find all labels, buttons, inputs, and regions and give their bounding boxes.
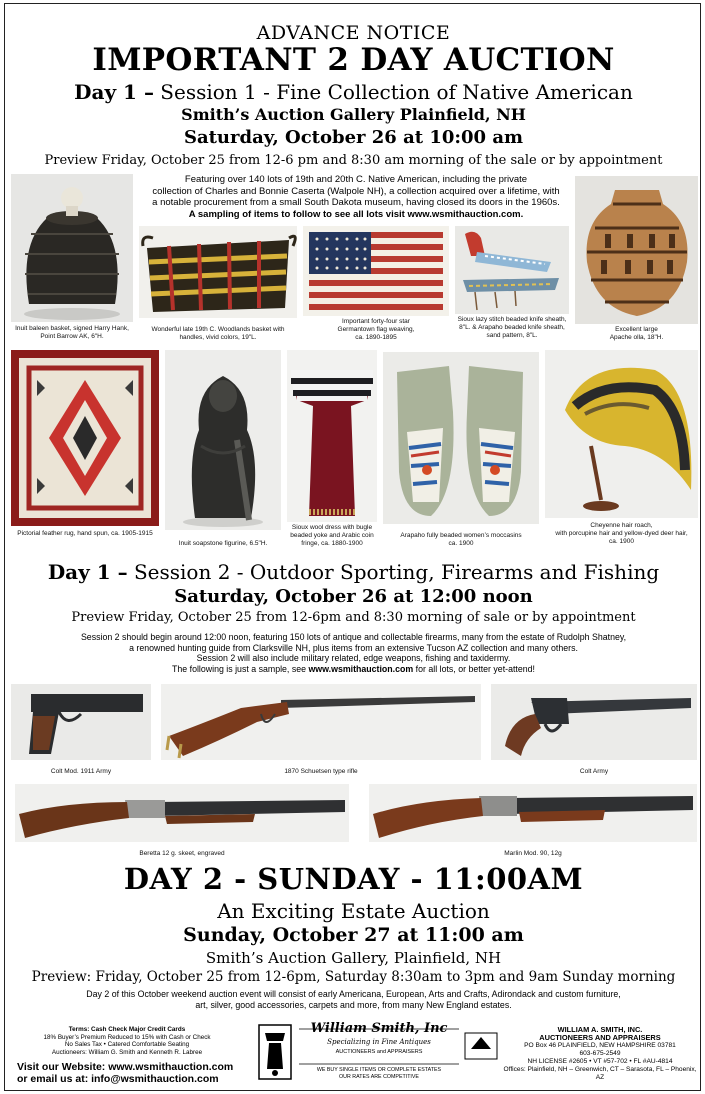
- caption-apache-olla: Excellent large Apache olla, 18"H.: [609, 326, 664, 341]
- day2-heading: DAY 2 - SUNDAY - 11:00AM: [123, 862, 584, 896]
- logo-name: William Smith, Inc: [310, 1021, 448, 1036]
- session1-heading: [5, 80, 702, 104]
- schuetsen-rifle-photo: [161, 684, 481, 760]
- caption-hair-roach: Cheyenne hair roach, with porcupine hair and yellow-dyed deer hair, ca. 1900: [555, 522, 688, 545]
- terms-block: Terms: Cash Check Major Credit Cards 18% Buyer’s Premium Reduced to 15% with Cash or Check No Sales Tax • Catered Comfortable Seating Auctioneers: William G. Smith and Kenneth R. Labree: [43, 1026, 211, 1056]
- contact-links: [17, 1062, 247, 1085]
- soapstone-figurine-photo: [165, 350, 281, 530]
- logo-buy-line: WE BUY SINGLE ITEMS OR COMPLETE ESTATES OUR RATES ARE COMPETITIVE: [316, 1067, 442, 1080]
- caption-moccasins: Arapaho fully beaded women’s moccasins ca. 1900: [400, 532, 522, 547]
- flag-weaving-photo: [303, 226, 449, 316]
- session2-heading: [5, 560, 702, 584]
- colt-1911-photo: [11, 684, 151, 760]
- session1-intro: Featuring over 140 lots of 19th and 20th C. Native American, including the private collection of Charles and Bonnie Caserta (Walpole NH), a collection acquired over a lifetime, with a notable procurement from a small South Dakota museum, having closed its doors in the 1960s. A sampling of items to follow to see all lots visit www.wsmithauction.com.: [152, 174, 560, 220]
- website-link-inline[interactable]: www.wsmithauction.com: [308, 663, 414, 674]
- session1-day: Day 1 –: [74, 80, 154, 104]
- apache-olla-photo: [575, 176, 698, 324]
- woodlands-basket-photo: [139, 226, 297, 318]
- session2-preview: Preview Friday, October 25 from 12-6pm and 8:30 morning of sale or by appointment: [71, 610, 636, 625]
- hair-roach-photo: [545, 350, 698, 518]
- session2-date: Saturday, October 26 at 12:00 noon: [174, 586, 533, 607]
- session1-title: Session 1 - Fine Collection of Native American: [153, 80, 633, 104]
- sioux-dress-photo: [287, 350, 377, 522]
- caption-knife-sheath: Sioux lazy stitch beaded knife sheath, 8"L. & Arapaho beaded knife sheath, sand pattern, 8"L.: [457, 316, 567, 339]
- caption-woodlands-basket: Wonderful late 19th C. Woodlands basket with handles, vivid colors, 19"L.: [151, 326, 285, 341]
- marlin-shotgun-photo: [369, 784, 697, 842]
- day2-preview: Preview: Friday, October 25 from 12-6pm, Saturday 8:30am to 3pm and 9am Sunday morning: [31, 969, 676, 985]
- logo-tagline: Specializing in Fine Antiques: [327, 1038, 431, 1046]
- caption-sioux-dress: Sioux wool dress with bugle beaded yoke and Arabic coin fringe, ca. 1880-1900: [290, 524, 374, 547]
- caption-colt-1911: Colt Mod. 1911 Army: [50, 768, 112, 775]
- firm-contact: WILLIAM A. SMITH, INC. AUCTIONEERS AND APPRAISERS PO Box 46 PLAINFIELD, NEW HAMPSHIRE 03781 603-675-2549 NH LICENSE #2605 • VT #57-702 • FL #AU-4814 Offices: Plainfield, NH – Greenwich, CT – Sarasota, FL – Phoenix, AZ: [503, 1025, 697, 1081]
- session2-intro: Session 2 should begin around 12:00 noon, featuring 150 lots of antique and collectable firearms, many from the estate of Rudolph Shatney, a renowned hunting guide from Clarksville NH, plus items from an extensive Tucson AZ collection and many others. Session 2 will also include military related, edge weapons, fishing and taxidermy. The following is just a sample, see www.wsmithauction.com for all lots, or better yet-attend!: [80, 632, 627, 674]
- moccasins-photo: [383, 352, 539, 524]
- caption-colt-army: Colt Army: [579, 768, 609, 775]
- day2-gallery: Smith’s Auction Gallery, Plainfield, NH: [205, 949, 502, 967]
- company-logo: [253, 1019, 503, 1085]
- email-link[interactable]: or email us at: info@wsmithauction.com: [17, 1072, 219, 1085]
- caption-soapstone-figurine: Inuit soapstone figurine, 6.5"H.: [178, 540, 268, 547]
- auction-flyer: [4, 3, 701, 1091]
- caption-marlin-shotgun: Marlin Mod. 90, 12g: [504, 850, 562, 857]
- caption-beretta-shotgun: Beretta 12 g. skeet, engraved: [139, 850, 225, 857]
- session1-gallery: Smith’s Auction Gallery Plainfield, NH: [181, 105, 526, 124]
- caption-pictorial-rug: Pictorial feather rug, hand spun, ca. 1905-1915: [17, 530, 153, 537]
- website-link[interactable]: Visit our Website: www.wsmithauction.com: [17, 1061, 234, 1073]
- day2-subtitle: An Exciting Estate Auction: [217, 899, 490, 923]
- caption-schuetsen-rifle: 1870 Schuetsen type rifle: [284, 768, 358, 775]
- knife-sheath-photo: [455, 226, 569, 314]
- pictorial-rug-photo: [11, 350, 159, 526]
- phone-number: 603-675-2549: [579, 1050, 621, 1057]
- caption-baleen-basket: Inuit baleen basket, signed Harry Hank, Point Barrow AK, 6"H.: [15, 325, 129, 340]
- colt-army-photo: [491, 684, 697, 760]
- caption-flag-weaving: Important forty-four star Germantown flag weaving, ca. 1890-1895: [337, 318, 415, 341]
- session1-preview: Preview Friday, October 25 from 12-6 pm and 8:30 am morning of the sale or by appointment: [44, 153, 663, 168]
- day2-date: Sunday, October 27 at 11:00 am: [183, 924, 524, 946]
- beretta-shotgun-photo: [15, 784, 349, 842]
- session1-date: Saturday, October 26 at 10:00 am: [183, 127, 524, 148]
- day2-intro: Day 2 of this October weekend auction event will consist of early Americana, European, Arts and Crafts, Adirondack and custom furniture, art, silver, good accessories, carpets and more, from many New England estates.: [86, 989, 621, 1010]
- session2-title: Session 2 - Outdoor Sporting, Firearms and Fishing: [127, 560, 660, 584]
- logo-subtitle: AUCTIONEERS and APPRAISERS: [335, 1049, 423, 1055]
- baleen-basket-photo: [11, 174, 133, 322]
- advance-notice: ADVANCE NOTICE: [256, 22, 451, 44]
- page-title: IMPORTANT 2 DAY AUCTION: [92, 42, 615, 78]
- session2-day: Day 1 –: [47, 560, 128, 584]
